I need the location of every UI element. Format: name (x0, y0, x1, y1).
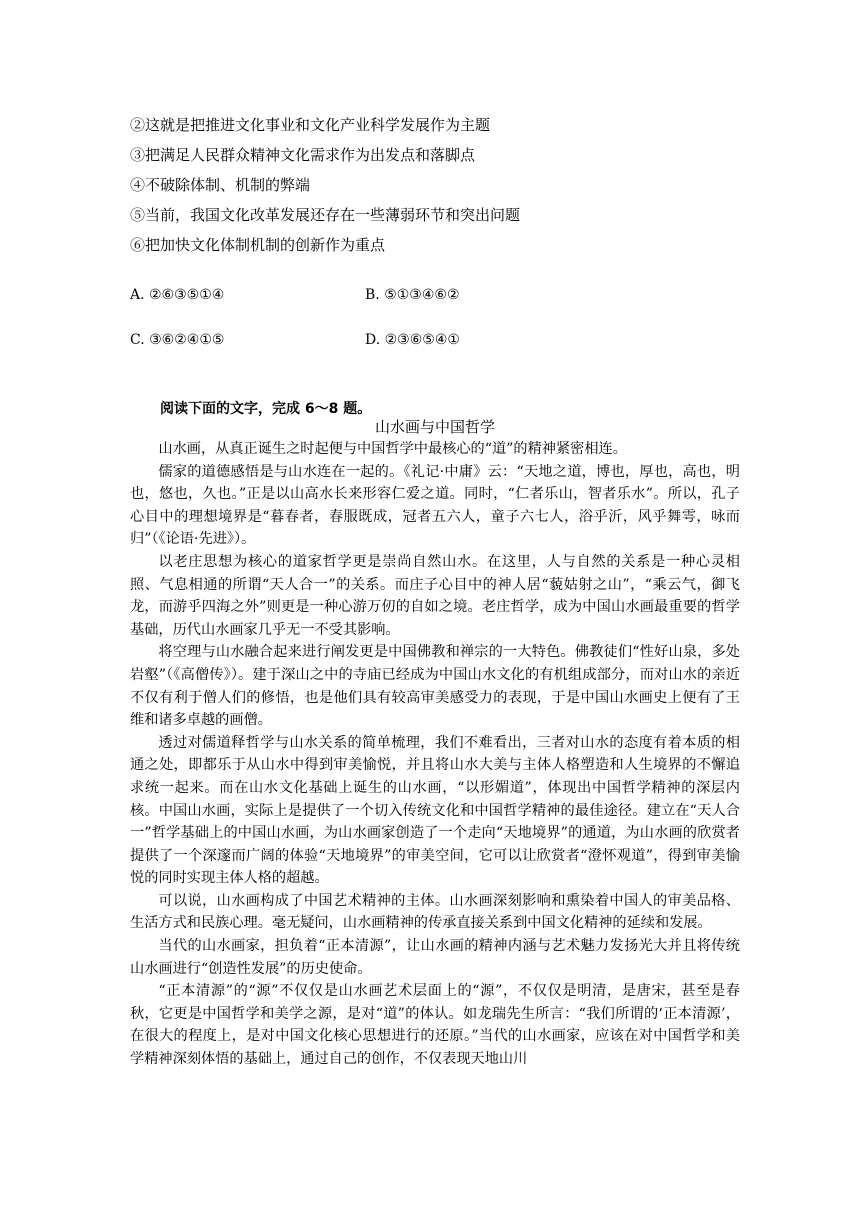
sequence-item-4: ④不破除体制、机制的弊端 (130, 176, 311, 194)
article-paragraph-7: 当代的山水画家，担负着“正本清源”，让山水画的精神内涵与艺术魅力发扬光大并且将传统山水画进行“创造性发展”的历史使命。 (130, 938, 740, 977)
article-paragraph-3: 以老庄思想为核心的道家哲学更是崇尚自然山水。在这里，人与自然的关系是一种心灵相照、气息相通的所谓“天人合一”的关系。而庄子心目中的神人居“藐姑射之山”，“乘云气，御飞龙，而游乎四海之外”则更是一种心游万仞的自如之境。老庄哲学，成为中国山水画最重要的哲学基础，历代山水画家几乎无一不受其影响。 (130, 553, 740, 638)
article-body (130, 438, 740, 1071)
option-d: D. ②③⑥⑤④① (365, 332, 460, 348)
option-b: B. ⑤①③④⑥② (365, 287, 460, 303)
sequence-item-3: ③把满足人民群众精神文化需求作为出发点和落脚点 (130, 146, 476, 164)
sequence-item-5: ⑤当前，我国文化改革发展还存在一些薄弱环节和突出问题 (130, 206, 521, 224)
sequence-item-2: ②这就是把推进文化事业和文化产业科学发展作为主题 (130, 116, 491, 134)
article-title: 山水画与中国哲学 (374, 418, 495, 436)
article-paragraph-8: “正本清源”的“源”不仅仅是山水画艺术层面上的“源”，不仅仅是明清，是唐宋，甚至是春秋，它更是中国哲学和美学之源，是对“道”的体认。如龙瑞先生所言：“我们所谓的‘正本清源’，在很大的程度上，是对中国文化核心思想进行的还原。”当代的山水画家，应该在对中国哲学和美学精神深刻体悟的基础上，通过自己的创作，不仅表现天地山川 (130, 983, 740, 1068)
reading-instruction: 阅读下面的文字，完成 6～8 题。 (160, 401, 372, 417)
article-paragraph-1: 山水画，从真正诞生之时起便与中国哲学中最核心的“道”的精神紧密相连。 (158, 441, 627, 457)
article-paragraph-5: 透过对儒道释哲学与山水关系的简单梳理，我们不难看出，三者对山水的态度有着本质的相通之处，即都乐于从山水中得到审美愉悦，并且将山水大美与主体人格塑造和人生境界的不懈追求统一起来。而在山水文化基础上诞生的山水画，“以形媚道”，体现出中国哲学精神的深层内核。中国山水画，实际上是提供了一个切入传统文化和中国哲学精神的最佳途径。建立在“天人合一”哲学基础上的中国山水画，为山水画家创造了一个走向“天地境界”的通道，为山水画的欣赏者提供了一个深邃而广阔的体验“天地境界”的审美空间，它可以让欣赏者“澄怀观道”，得到审美愉悦的同时实现主体人格的超越。 (130, 734, 740, 887)
article-paragraph-4: 将空理与山水融合起来进行阐发更是中国佛教和禅宗的一大特色。佛教徒们“性好山泉，多处岩壑”（《高僧传》）。建于深山之中的寺庙已经成为中国山水文化的有机组成部分，而对山水的亲近不仅有利于僧人们的修悟，也是他们具有较高审美感受力的表现，于是中国山水画史上便有了王维和诸多卓越的画僧。 (130, 644, 740, 729)
sequence-item-6: ⑥把加快文化体制机制的创新作为重点 (130, 236, 386, 254)
option-a: A. ②⑥③⑤①④ (130, 287, 225, 303)
option-c: C. ③⑥②④①⑤ (130, 332, 225, 348)
article-paragraph-2: 儒家的道德感悟是与山水连在一起的。《礼记·中庸》云：“天地之道，博也，厚也，高也，明也，悠也，久也。”正是以山高水长来形容仁爱之道。同时，“仁者乐山，智者乐水”。所以，孔子心目中的理想境界是“暮春者，春服既成，冠者五六人，童子六七人，浴乎沂，风乎舞雩，咏而归”（《论语·先进》）。 (130, 463, 740, 548)
article-paragraph-6: 可以说，山水画构成了中国艺术精神的主体。山水画深刻影响和熏染着中国人的审美品格、生活方式和民族心理。毫无疑问，山水画精神的传承直接关系到中国文化精神的延续和发展。 (130, 892, 740, 932)
